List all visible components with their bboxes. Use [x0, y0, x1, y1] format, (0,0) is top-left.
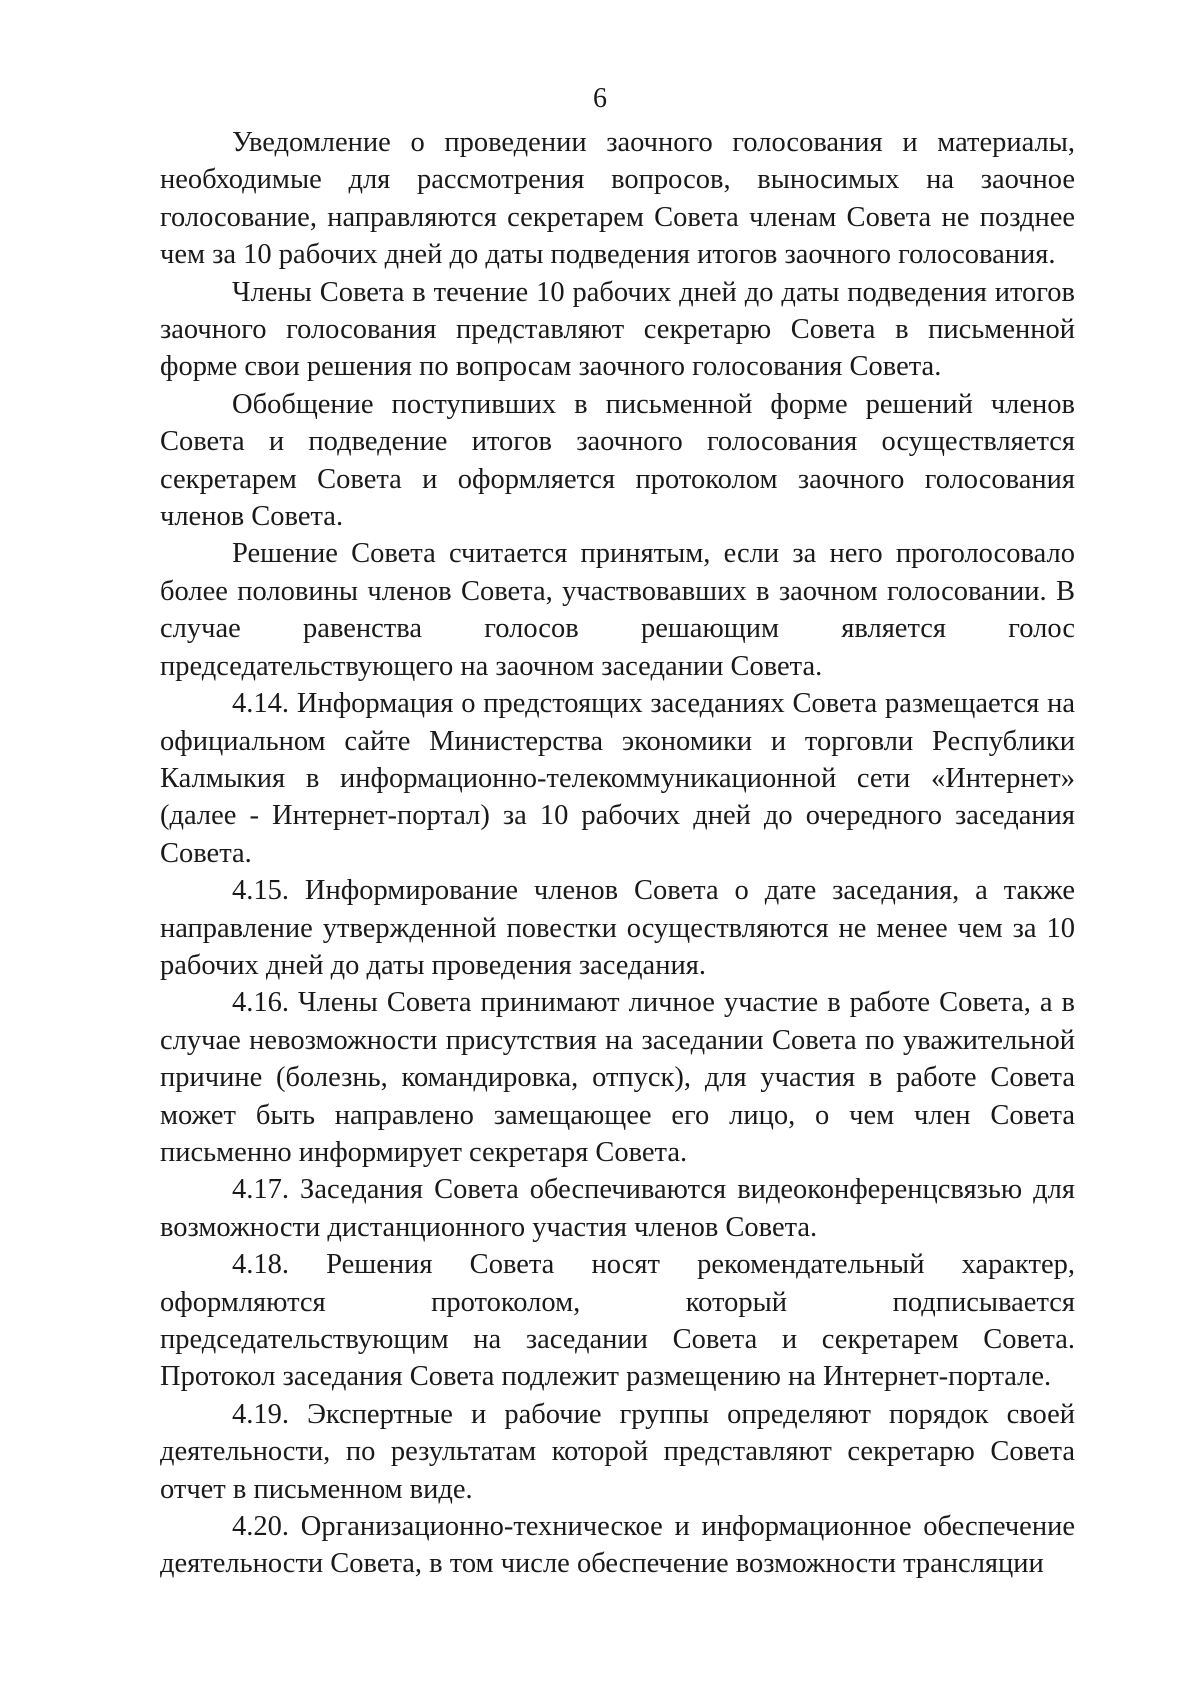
paragraph-4-15: 4.15. Информирование членов Совета о дате заседания, а также направление утвержденной повестки осуществляются не менее чем за 10 рабочих дней до даты проведения заседания. [160, 875, 1075, 981]
paragraph-4-19: 4.19. Экспертные и рабочие группы определяют порядок своей деятельности, по результатам которой представляют секретарю Совета отчет в письменном виде. [160, 1398, 1075, 1505]
document-body [160, 124, 1075, 1583]
page-number: 6 [593, 83, 607, 114]
paragraph-absentee-vote-notice: Уведомление о проведении заочного голосования и материалы, необходимые для рассмотрения вопросов, выносимых на заочное голосование, направляются секретарем Совета членам Совета не позднее чем за 10 рабочих дней до даты подведения итогов заочного голосования. [160, 127, 1075, 271]
paragraph-4-18: 4.18. Решения Совета носят рекомендательный характер, оформляются протоколом, который подписывается председательствующим на заседании Совета и секретарем Совета. Протокол заседания Совета подлежит размещению на Интернет-портале. [160, 1249, 1075, 1393]
paragraph-summary-of-decisions: Обобщение поступивших в письменной форме решений членов Совета и подведение итогов заочного голосования осуществляется секретарем Совета и оформляется протоколом заочного голосования членов Совета. [160, 388, 1075, 533]
paragraph-4-16: 4.16. Члены Совета принимают личное участие в работе Совета, а в случае невозможности присутствия на заседании Совета по уважительной причине (болезнь, командировка, отпуск), для участия в работе Совета может быть направлено замещающее его лицо, о чем член Совета письменно информирует секретаря Совета. [160, 987, 1075, 1168]
paragraph-decision-adopted: Решение Совета считается принятым, если за него проголосовало более половины членов Совета, участвовавших в заочном голосовании. В случае равенства голосов решающим является голос председательствующего на заочном заседании Совета. [160, 538, 1075, 682]
paragraph-members-decisions: Члены Совета в течение 10 рабочих дней до даты подведения итогов заочного голосования представляют секретарю Совета в письменной форме свои решения по вопросам заочного голосования Совета. [160, 276, 1075, 383]
paragraph-4-17: 4.17. Заседания Совета обеспечиваются видеоконференцсвязью для возможности дистанционного участия членов Совета. [160, 1174, 1075, 1243]
paragraph-4-14: 4.14. Информация о предстоящих заседаниях Совета размещается на официальном сайте Министерства экономики и торговли Республики Калмыкия в информационно-телекоммуникационной сети «Интернет» (далее - Интернет-портал) за 10 рабочих дней до очередного заседания Совета. [160, 688, 1075, 869]
paragraph-4-20: 4.20. Организационно-техническое и информационное обеспечение деятельности Совета, в том числе обеспечение возможности трансляции [160, 1511, 1075, 1580]
